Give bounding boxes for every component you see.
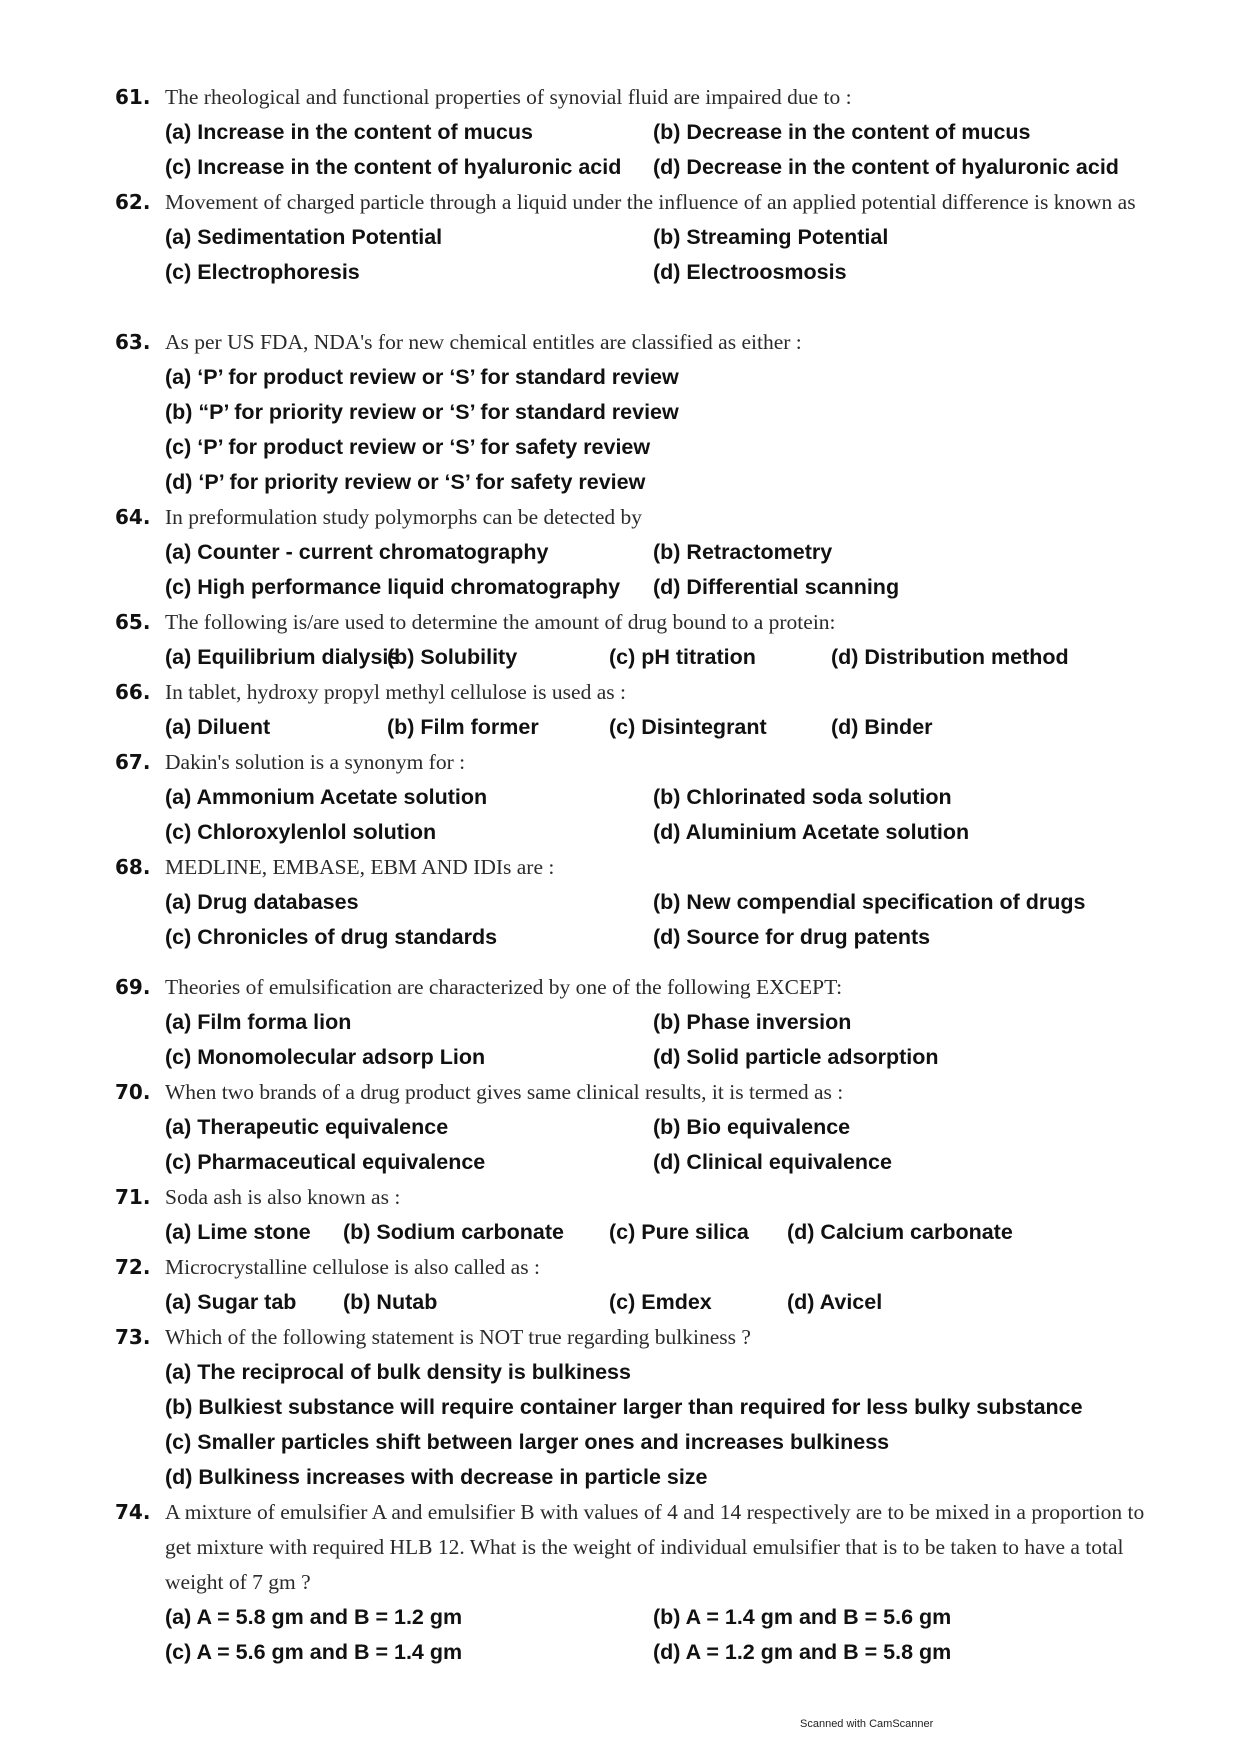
question-number: 74. <box>115 1500 151 1524</box>
question-stem: Soda ash is also known as : <box>165 1185 401 1209</box>
question-stem: The following is/are used to determine the amount of drug bound to a protein: <box>165 610 836 634</box>
option-b: (b) Streaming Potential <box>653 225 889 249</box>
option-b: (b) A = 1.4 gm and B = 5.6 gm <box>653 1605 952 1629</box>
option-b: (b) New compendial specification of drugs <box>653 890 1086 914</box>
option-c: (c) Electrophoresis <box>165 260 360 284</box>
option-a: (a) Increase in the content of mucus <box>165 120 533 144</box>
option-d: (d) Aluminium Acetate solution <box>653 820 970 844</box>
option-d: (d) A = 1.2 gm and B = 5.8 gm <box>653 1640 952 1664</box>
question-number: 68. <box>115 855 151 879</box>
option-a: (a) Drug databases <box>165 890 359 914</box>
option-b: (b) Sodium carbonate <box>343 1220 564 1244</box>
question-number: 73. <box>115 1325 151 1349</box>
question-64 <box>115 500 1155 605</box>
option-c: (c) Smaller particles shift between larger ones and increases bulkiness <box>165 1430 890 1454</box>
option-c: (c) Disintegrant <box>609 715 767 739</box>
option-b: (b) “P’ for priority review or ‘S’ for standard review <box>165 400 679 424</box>
option-a: (a) Therapeutic equivalence <box>165 1115 449 1139</box>
question-stem: As per US FDA, NDA's for new chemical entitles are classified as either : <box>165 330 802 354</box>
option-a: (a) Diluent <box>165 715 271 739</box>
option-d: (d) Distribution method <box>831 645 1069 669</box>
question-stem: Microcrystalline cellulose is also called as : <box>165 1255 540 1279</box>
option-d: (d) Binder <box>831 715 933 739</box>
scanner-watermark: Scanned with CamScanner <box>800 1718 934 1730</box>
option-a: (a) Ammonium Acetate solution <box>165 785 488 809</box>
option-d: (d) ‘P’ for priority review or ‘S’ for safety review <box>165 470 646 494</box>
option-a: (a) Sedimentation Potential <box>165 225 443 249</box>
question-65 <box>115 605 1155 675</box>
question-stem: Dakin's solution is a synonym for : <box>165 750 466 774</box>
option-a: (a) Equilibrium dialysis <box>165 645 401 669</box>
question-69 <box>115 970 1155 1075</box>
option-c: (c) Emdex <box>609 1290 712 1314</box>
question-stem: The rheological and functional properties of synovial fluid are impaired due to : <box>165 85 852 109</box>
option-d: (d) Calcium carbonate <box>787 1220 1013 1244</box>
option-b: (b) Retractometry <box>653 540 833 564</box>
question-number: 62. <box>115 190 151 214</box>
question-66 <box>115 675 1155 745</box>
option-c: (c) High performance liquid chromatography <box>165 575 621 599</box>
question-70 <box>115 1075 1155 1180</box>
option-c: (c) Pharmaceutical equivalence <box>165 1150 486 1174</box>
option-a: (a) Counter - current chromatography <box>165 540 549 564</box>
option-d: (d) Clinical equivalence <box>653 1150 892 1174</box>
question-73 <box>115 1320 1155 1495</box>
option-d: (d) Decrease in the content of hyaluronic acid <box>653 155 1119 179</box>
question-stem: Which of the following statement is NOT true regarding bulkiness ? <box>165 1325 751 1349</box>
question-number: 71. <box>115 1185 151 1209</box>
question-number: 72. <box>115 1255 151 1279</box>
question-number: 61. <box>115 85 151 109</box>
option-d: (d) Solid particle adsorption <box>653 1045 939 1069</box>
option-c: (c) Pure silica <box>609 1220 749 1244</box>
question-number: 64. <box>115 505 151 529</box>
option-c: (c) Increase in the content of hyaluronic acid <box>165 155 622 179</box>
option-a: (a) A = 5.8 gm and B = 1.2 gm <box>165 1605 463 1629</box>
question-number: 69. <box>115 975 151 999</box>
question-stem: Movement of charged particle through a liquid under the influence of an applied potential difference is known as <box>165 190 1136 214</box>
question-stem: In tablet, hydroxy propyl methyl cellulose is used as : <box>165 680 626 704</box>
option-b: (b) Solubility <box>387 645 518 669</box>
option-b: (b) Chlorinated soda solution <box>653 785 952 809</box>
option-a: (a) Lime stone <box>165 1220 311 1244</box>
question-62 <box>115 185 1155 290</box>
question-number: 70. <box>115 1080 151 1104</box>
question-stem: When two brands of a drug product gives same clinical results, it is termed as : <box>165 1080 844 1104</box>
option-a: (a) Sugar tab <box>165 1290 297 1314</box>
question-74 <box>115 1495 1155 1670</box>
option-c: (c) Chloroxylenlol solution <box>165 820 437 844</box>
option-c: (c) A = 5.6 gm and B = 1.4 gm <box>165 1640 463 1664</box>
option-b: (b) Nutab <box>343 1290 438 1314</box>
option-b: (b) Bio equivalence <box>653 1115 851 1139</box>
question-number: 63. <box>115 330 151 354</box>
question-71 <box>115 1180 1155 1250</box>
option-c: (c) ‘P’ for product review or ‘S’ for safety review <box>165 435 651 459</box>
question-stem: MEDLINE, EMBASE, EBM AND IDIs are : <box>165 855 555 879</box>
option-a: (a) ‘P’ for product review or ‘S’ for standard review <box>165 365 679 389</box>
question-stem: In preformulation study polymorphs can be detected by <box>165 505 643 529</box>
option-b: (b) Bulkiest substance will require container larger than required for less bulky substance <box>165 1395 1083 1419</box>
option-c: (c) Chronicles of drug standards <box>165 925 498 949</box>
option-b: (b) Decrease in the content of mucus <box>653 120 1031 144</box>
question-stem: Theories of emulsification are characterized by one of the following EXCEPT: <box>165 975 843 999</box>
option-a: (a) Film forma lion <box>165 1010 352 1034</box>
option-d: (d) Source for drug patents <box>653 925 931 949</box>
option-b: (b) Phase inversion <box>653 1010 852 1034</box>
option-d: (d) Avicel <box>787 1290 883 1314</box>
question-number: 67. <box>115 750 151 774</box>
question-61 <box>115 80 1155 185</box>
option-c: (c) pH titration <box>609 645 756 669</box>
question-67 <box>115 745 1155 850</box>
question-number: 65. <box>115 610 151 634</box>
option-d: (d) Electroosmosis <box>653 260 847 284</box>
option-d: (d) Bulkiness increases with decrease in particle size <box>165 1465 708 1489</box>
option-b: (b) Film former <box>387 715 539 739</box>
question-72 <box>115 1250 1155 1320</box>
question-stem: A mixture of emulsifier A and emulsifier B with values of 4 and 14 respectively are to be mixed in a proportion to get mixture with required HLB 12. What is the weight of individual emulsifier that is to be taken to have a total weight of 7 gm ? <box>165 1500 1145 1594</box>
question-68 <box>115 850 1155 955</box>
question-63 <box>115 325 1155 500</box>
option-d: (d) Differential scanning <box>653 575 900 599</box>
option-a: (a) The reciprocal of bulk density is bulkiness <box>165 1360 631 1384</box>
question-number: 66. <box>115 680 151 704</box>
option-c: (c) Monomolecular adsorp Lion <box>165 1045 486 1069</box>
